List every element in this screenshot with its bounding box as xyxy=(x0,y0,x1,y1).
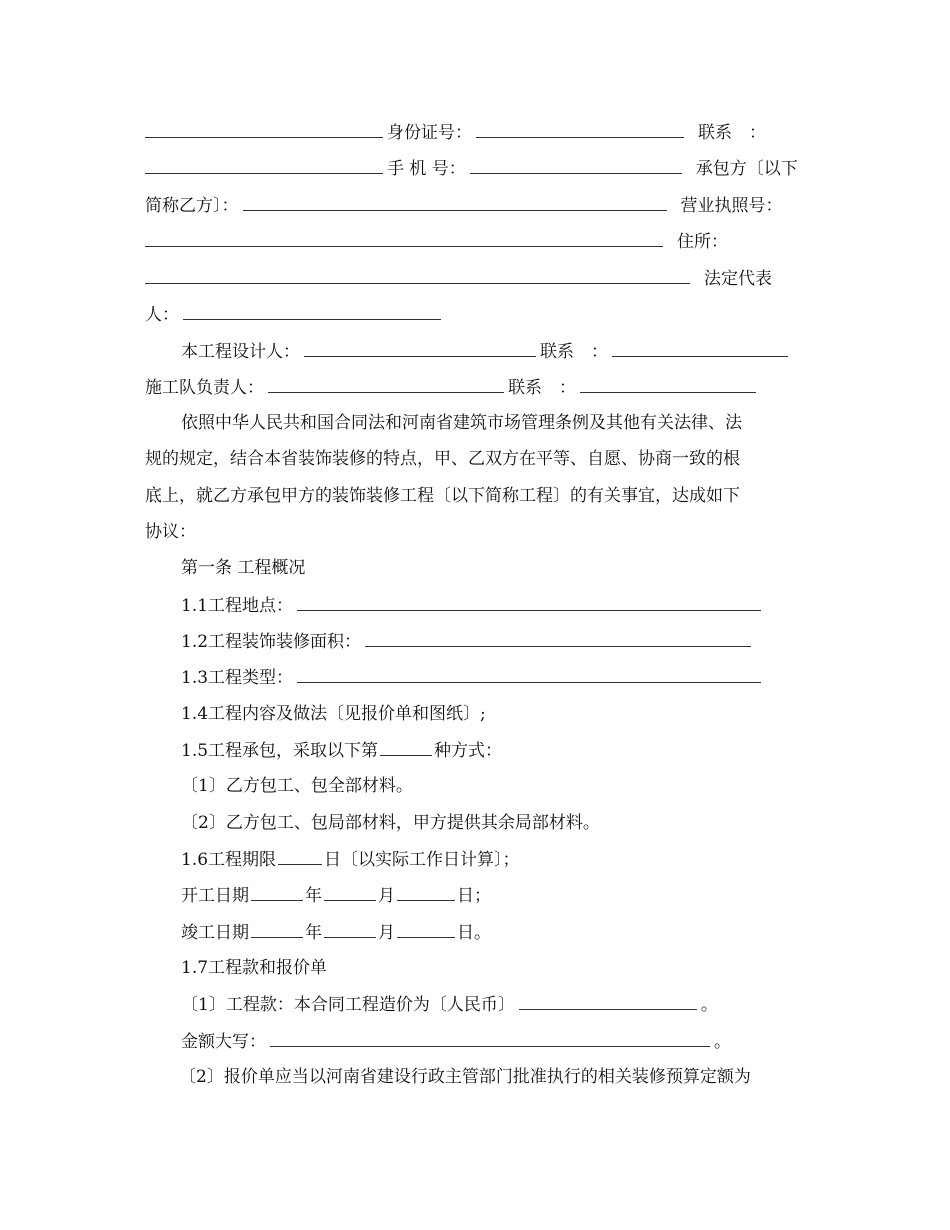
blank-duration[interactable] xyxy=(278,848,322,865)
quote-line: 〔2〕报价单应当以河南省建设行政主管部门批准执行的相关装修预算定额为 xyxy=(179,1067,751,1087)
blank-mobile[interactable] xyxy=(470,157,682,174)
label-mobile: 手 机 号： xyxy=(387,159,466,179)
label-price: 〔1〕工程款：本合同工程造价为〔人民币〕 xyxy=(181,995,515,1015)
blank-designer[interactable] xyxy=(304,340,536,357)
label-id-number: 身份证号： xyxy=(387,123,472,143)
option-2: 〔2〕乙方包工、包局部材料，甲方提供其余局部材料。 xyxy=(181,813,600,833)
end-date xyxy=(181,921,491,944)
label-team-leader: 施工队负责人： xyxy=(145,378,264,398)
label-amount-words: 金额大写： xyxy=(181,1032,266,1052)
blank-business-license[interactable] xyxy=(145,230,663,247)
label-end-date: 竣工日期 xyxy=(181,923,249,943)
label-business-license: 营业执照号： xyxy=(680,196,783,216)
label-contract-mode: 1.5工程承包，采取以下第 xyxy=(181,741,379,761)
section-1-heading: 第一条 工程概况 xyxy=(181,558,306,578)
item-1-5 xyxy=(181,739,502,762)
label-location: 1.1工程地点： xyxy=(181,596,294,616)
label-type: 1.3工程类型： xyxy=(181,668,294,688)
blank-start-year[interactable] xyxy=(251,884,303,901)
blank-start-month[interactable] xyxy=(324,884,376,901)
blank-id-number[interactable] xyxy=(476,121,684,138)
blank-team-contact[interactable] xyxy=(580,376,756,393)
label-duration-suffix: 日〔以实际工作日计算〕； xyxy=(324,850,520,870)
blank-location[interactable] xyxy=(297,594,761,611)
item-1-7: 1.7工程款和报价单 xyxy=(181,958,328,978)
label-year: 年 xyxy=(305,923,322,943)
blank-party-b[interactable] xyxy=(243,194,667,211)
blank-end-day[interactable] xyxy=(397,921,455,938)
price-line xyxy=(181,993,718,1016)
blank-address[interactable] xyxy=(145,267,690,284)
blank-legal-rep[interactable] xyxy=(183,303,441,320)
label-duration: 1.6工程期限 xyxy=(181,850,277,870)
blank-party-a-name[interactable] xyxy=(145,121,383,138)
blank-end-year[interactable] xyxy=(251,921,303,938)
label-legal-rep: 法定代表 xyxy=(704,269,772,289)
preamble-line-2: 规的规定，结合本省装饰装修的特点，甲、乙双方在平等、自愿、协商一致的根 xyxy=(145,449,740,469)
label-contact: 联系 ： xyxy=(698,123,766,143)
label-start-date: 开工日期 xyxy=(181,886,249,906)
option-1: 〔1〕乙方包工、包全部材料。 xyxy=(181,776,413,796)
item-1-6 xyxy=(181,848,520,871)
blank-price[interactable] xyxy=(519,993,697,1010)
blank-start-day[interactable] xyxy=(397,884,455,901)
line-address xyxy=(145,230,728,253)
label-party-b: 简称乙方〕： xyxy=(145,196,239,216)
blank-area[interactable] xyxy=(365,630,751,647)
blank-amount-words[interactable] xyxy=(270,1030,710,1047)
label-address: 住所： xyxy=(677,232,728,252)
label-year: 年 xyxy=(305,886,322,906)
label-person: 人： xyxy=(145,305,179,325)
blank-type[interactable] xyxy=(297,666,761,683)
label-period: 。 xyxy=(700,995,718,1015)
item-1-4: 1.4工程内容及做法〔见报价单和图纸〕; xyxy=(181,704,486,724)
label-month: 月 xyxy=(378,923,395,943)
label-month: 月 xyxy=(378,886,395,906)
line-designer xyxy=(181,340,792,363)
item-1-2 xyxy=(181,630,755,653)
label-designer-contact: 联系 ： xyxy=(540,342,608,362)
preamble-line-3: 底上，就乙方承包甲方的装饰装修工程〔以下简称工程〕的有关事宜，达成如下 xyxy=(145,486,740,506)
blank-designer-contact[interactable] xyxy=(612,340,788,357)
item-1-3 xyxy=(181,666,765,689)
label-period: 。 xyxy=(714,1032,731,1052)
label-day: 日。 xyxy=(457,923,491,943)
item-1-1 xyxy=(181,594,765,617)
label-team-contact: 联系 ： xyxy=(508,378,576,398)
amount-words-line xyxy=(181,1030,731,1053)
blank-contact[interactable] xyxy=(145,157,383,174)
blank-team-leader[interactable] xyxy=(268,376,504,393)
start-date xyxy=(181,884,491,907)
line-contractor xyxy=(145,194,783,217)
blank-end-month[interactable] xyxy=(324,921,376,938)
label-designer: 本工程设计人： xyxy=(181,342,300,362)
blank-mode-number[interactable] xyxy=(380,739,432,756)
label-area: 1.2工程装饰装修面积： xyxy=(181,632,362,652)
label-day: 日； xyxy=(457,886,491,906)
line-legal-rep xyxy=(145,267,772,290)
line-id-number xyxy=(145,121,766,144)
preamble-line-4: 协议： xyxy=(145,522,196,542)
label-contractor: 承包方〔以下 xyxy=(695,159,798,179)
line-team-leader xyxy=(145,376,760,399)
line-legal-rep-cont xyxy=(145,303,445,326)
label-mode-suffix: 种方式： xyxy=(434,741,503,761)
preamble-line-1: 依照中华人民共和国合同法和河南省建筑市场管理条例及其他有关法律、法 xyxy=(181,413,742,433)
line-mobile xyxy=(145,157,798,180)
